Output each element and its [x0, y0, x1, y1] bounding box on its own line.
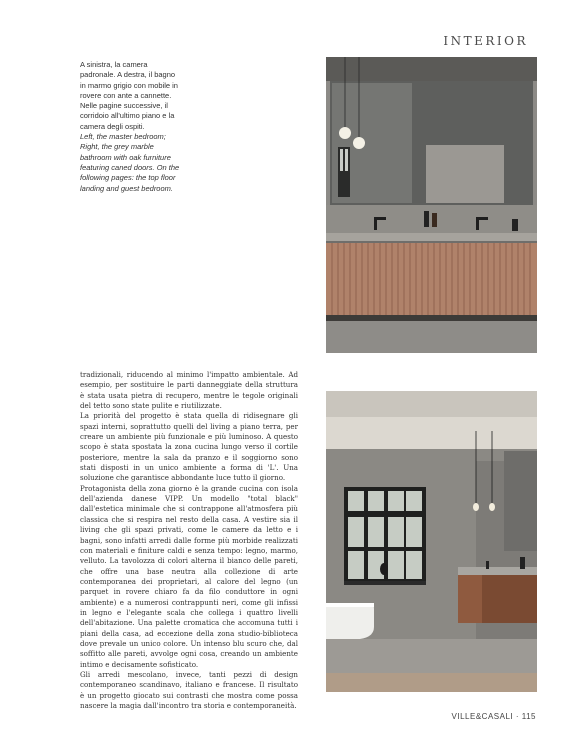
body-paragraph: Gli arredi mescolano, invece, tanti pezzi di design contemporaneo scandinavo, italiano e francese. Il risultato è un progetto giocato sui contrasti che mostra come possa nascere la magia dall'incontro tra storia e contemporaneità.	[80, 669, 298, 710]
photo-bathroom-vanity	[326, 57, 537, 353]
photo-bathroom-tub	[326, 391, 537, 692]
body-paragraph: La priorità del progetto è stata quella di ridisegnare gli spazi interni, soprattutto quelli del living a piano terra, per creare un ambiente più funzionale e più luminoso. A questo scopo è stata spostata la zona cucina lungo verso il cortile posteriore, mentre la sala da pranzo e il soggiorno sono stati disposti in un unico ambiente a forma di 'L'. Una soluzione che garantisce abbondante luce tutto il giorno.	[80, 411, 298, 483]
caption-english: Left, the master bedroom; Right, the grey marble bathroom with oak furniture featuring caned doors. On the following pages: the top floor landing and guest bedroom.	[80, 132, 180, 193]
body-paragraph: tradizionali, riducendo al minimo l'impatto ambientale. Ad esempio, per sostituire le parti danneggiate della struttura è stata usata pietra di recupero, mentre le tegole originali del tetto sono state pulite e riutilizzate.	[80, 370, 298, 411]
article-body	[80, 370, 298, 711]
caption-italian: A sinistra, la camera padronale. A destra, il bagno in marmo grigio con mobile in rovere con ante a cannette. Nelle pagine successive, il corridoio all'ultimo piano e la camera degli ospiti.	[80, 60, 178, 131]
body-paragraph: Protagonista della zona giorno è la grande cucina con isola dell'azienda danese VIPP. Un modello "total black" dall'estetica minimale che si contrappone all'atmosfera più classica che si respira nel resto della casa. A vestire sia il living che gli spazi privati, come le camere da letto e i bagni, sono infatti arredi dalle forme più morbide realizzati con materiali e finiture caldi e senza tempo: legno, marmo, velluto. La tavolozza di colori alterna il bianco delle pareti, che offre una base neutra alla collezione di arte contemporanea dei proprietari, al calore del legno (un parquet in rovere chiaro fa da filo conduttore in ogni ambiente) e a numerosi contrappunti neri, come gli infissi in legno e l'elegante scala che collega i quattro livelli dell'abitazione. Una palette cromatica che accomuna tutti i piani della casa, ad eccezione della zona studio-biblioteca dove prevale un unico colore. Un intenso blu scuro che, dal soffitto alle pareti, avvolge ogni cosa, creando un ambiente intimo e decisamente sofisticato.	[80, 483, 298, 669]
photo-caption	[80, 60, 180, 194]
page-folio: VILLE&CASALI · 115	[451, 712, 536, 721]
section-title: INTERIOR	[443, 34, 528, 48]
